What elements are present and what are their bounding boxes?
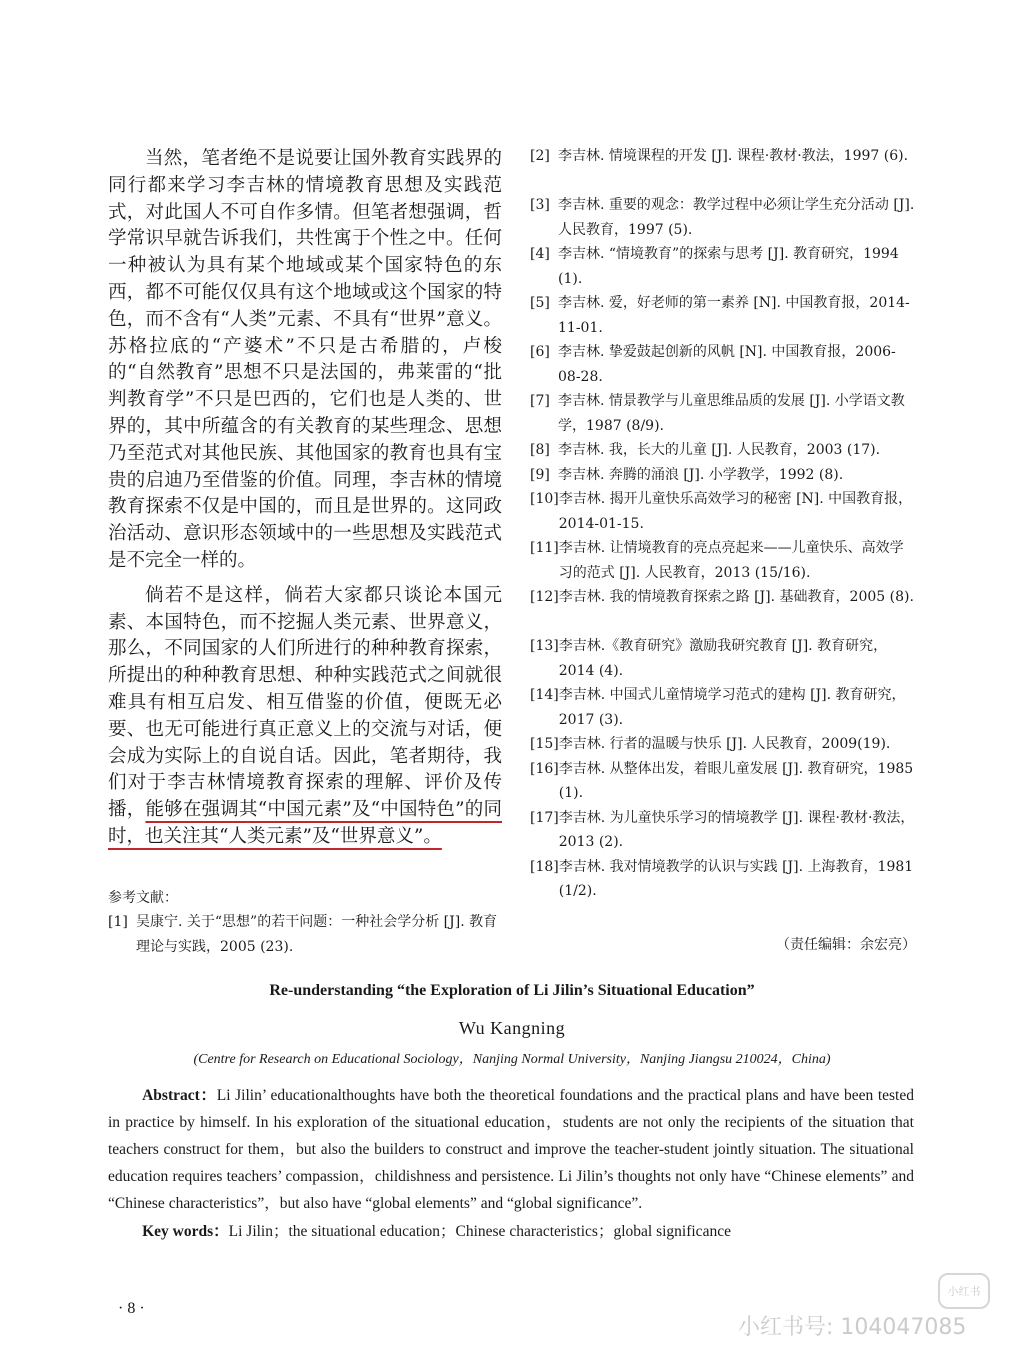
reference-text: 李吉林. 重要的观念：教学过程中必须让学生充分活动 [J]. 人民教育，1997 (5). (558, 197, 915, 238)
reference-number: [5] (530, 295, 550, 311)
reference-item (530, 193, 916, 242)
reference-number: [9] (530, 466, 550, 483)
reference-item (108, 910, 502, 959)
reference-list-left (108, 910, 502, 959)
abstract-paragraph (108, 1082, 914, 1217)
reference-number: [1] (108, 914, 128, 930)
reference-number: [8] (530, 442, 550, 458)
abstract-label: Abstract： (142, 1087, 217, 1104)
reference-text: 李吉林. 情景教学与儿童思维品质的发展 [J]. 小学语文教学，1987 (8/9). (558, 393, 905, 434)
reference-number: [11] (530, 540, 559, 556)
reference-text: 李吉林. 从整体出发，着眼儿童发展 [J]. 教育研究，1985 (1). (558, 760, 914, 801)
reference-item (530, 806, 916, 855)
reference-item (530, 634, 916, 683)
reference-text: 李吉林. 奔腾的涌浪 [J]. 小学教学，1992 (8). (558, 466, 844, 483)
watermark-text: 小红书号: 104047085 (738, 1315, 967, 1340)
reference-text: 李吉林. 中国式儿童情境学习范式的建构 [J]. 教育研究，2017 (3). (558, 687, 906, 728)
reference-item (530, 487, 916, 536)
reference-text: 李吉林. 让情境教育的亮点亮起来——儿童快乐、高效学习的范式 [J]. 人民教育，2013 (15/16). (558, 540, 904, 581)
english-affiliation: (Centre for Research on Educational Sociology，Nanjing Normal University，Nanjing Jiangsu 210024，China) (193, 1052, 831, 1067)
reference-text: 李吉林. 挚爱鼓起创新的风帆 [N]. 中国教育报，2006-08-28. (558, 344, 896, 385)
reference-text: 李吉林. 为儿童快乐学习的情境教学 [J]. 课程·教材·教法，2013 (2). (558, 809, 915, 850)
reference-number: [4] (530, 246, 550, 262)
reference-text: 李吉林. “情境教育”的探索与思考 [J]. 教育研究，1994 (1). (558, 246, 899, 287)
reference-number: [3] (530, 197, 550, 213)
reference-number: [18] (530, 858, 559, 875)
reference-number: [15] (530, 736, 559, 752)
reference-number: [6] (530, 344, 550, 360)
reference-item (530, 757, 916, 806)
reference-number: [12] (530, 589, 559, 605)
reference-text: 李吉林. 情境课程的开发 [J]. 课程·教材·教法，1997 (6). (558, 148, 909, 164)
responsible-editor: （责任编辑：余宏亮） (776, 937, 916, 953)
reference-number: [10] (530, 491, 559, 507)
english-title: Re-understanding “the Exploration of Li Jilin’s Situational Education” (269, 982, 755, 999)
reference-number: [2] (530, 148, 550, 164)
reference-text: 李吉林. 行者的温暖与快乐 [J]. 人民教育，2009(19). (558, 736, 891, 752)
body-text-column (108, 146, 502, 851)
reference-item (530, 683, 916, 732)
reference-item (530, 340, 916, 389)
watermark-logo: 小红书 (938, 1273, 990, 1309)
abstract-text: Li Jilin’ educationalthoughts have both the theoretical foundations and the practical plans and have been tested in practice by himself. In his exploration of the situational education，students are not only the recipients of the situation that teachers construct for them，but also the builders to construct and improve the teacher-student jointly situation. The situational education requires teachers’ compassion，childishness and persistence. Li Jilin’s thoughts not only have “Chinese elements” and “Chinese characteristics”，but also have “global elements” and “global significance”. (108, 1087, 914, 1212)
keywords-label: Key words： (142, 1223, 229, 1240)
reference-number: [17] (530, 809, 559, 826)
body-paragraph-2 (108, 583, 502, 851)
reference-item (530, 463, 916, 488)
reference-item (530, 291, 916, 340)
reference-item (530, 389, 916, 438)
english-author: Wu Kangning (458, 1018, 566, 1038)
body-paragraph-1: 当然，笔者绝不是说要让国外教育实践界的同行都来学习李吉林的情境教育思想及实践范式，对此国人不可自作多情。但笔者想强调，哲学常识早就告诉我们，共性寓于个性之中。任何一种被认为具有某个地域或某个国家特色的东西，都不可能仅仅具有这个地域或这个国家的特色，而不含有“人类”元素、不具有“世界”意义。苏格拉底的“产婆术”不只是古希腊的，卢梭的“自然教育”思想不只是法国的，弗莱雷的“批判教育学”不只是巴西的，它们也是人类的、世界的，其中所蕴含的有关教育的某些理念、思想乃至范式对其他民族、其他国家的教育也具有宝贵的启迪乃至借鉴的价值。同理，李吉林的情境教育探索不仅是中国的，而且是世界的。这同政治活动、意识形态领域中的一些思想及实践范式是不完全一样的。 (108, 148, 502, 571)
page-number: · 8 · (118, 1300, 145, 1317)
reference-text: 李吉林. 我对情境教学的认识与实践 [J]. 上海教育，1981 (1/2). (558, 858, 914, 899)
reference-text: 李吉林. 爱，好老师的第一素养 [N]. 中国教育报，2014-11-01. (558, 295, 910, 336)
body-paragraph-2-text: 倘若不是这样，倘若大家都只谈论本国元素、本国特色，而不挖掘人类元素、世界意义，那么，不同国家的人们所进行的种种教育探索，所提出的种种教育思想、种种实践范式之间就很难具有相互启发、相互借鉴的价值，便既无必要、也无可能进行真正意义上的交流与对话，便会成为实际上的自说自话。因此，笔者期待，我们对于李吉林情境教育探索的理解、评价及传播， (108, 584, 502, 821)
reference-item (530, 438, 916, 463)
english-abstract (108, 1082, 914, 1245)
reference-item (530, 585, 916, 634)
references-heading: 参考文献： (108, 890, 178, 906)
reference-text: 李吉林.《教育研究》激励我研究教育 [J]. 教育研究，2014 (4). (558, 638, 888, 679)
reference-item (530, 536, 916, 585)
reference-number: [16] (530, 760, 559, 777)
reference-number: [7] (530, 393, 550, 409)
reference-item (530, 732, 916, 757)
reference-text: 李吉林. 我，长大的儿童 [J]. 人民教育，2003 (17). (558, 442, 881, 458)
reference-list-right (530, 144, 916, 904)
reference-text: 李吉林. 我的情境教育探索之路 [J]. 基础教育，2005 (8). (558, 589, 914, 605)
reference-text: 李吉林. 揭开儿童快乐高效学习的秘密 [N]. 中国教育报，2014-01-15. (558, 491, 913, 532)
reference-item (530, 242, 916, 291)
reference-number: [14] (530, 687, 559, 703)
underlined-highlight: 能够在强调其“中国元素”及“中国特色”的同时，也关注其“人类元素”及“世界意义”。 (108, 799, 502, 847)
reference-item (530, 144, 916, 193)
reference-text: 吴康宁. 关于“思想”的若干问题：一种社会学分析 [J]. 教育理论与实践，2005 (23). (136, 914, 498, 955)
keywords-text: Li Jilin；the situational education；Chinese characteristics；global significance (228, 1223, 731, 1240)
reference-number: [13] (530, 638, 559, 654)
keywords-paragraph (108, 1218, 914, 1245)
reference-item (530, 855, 916, 904)
